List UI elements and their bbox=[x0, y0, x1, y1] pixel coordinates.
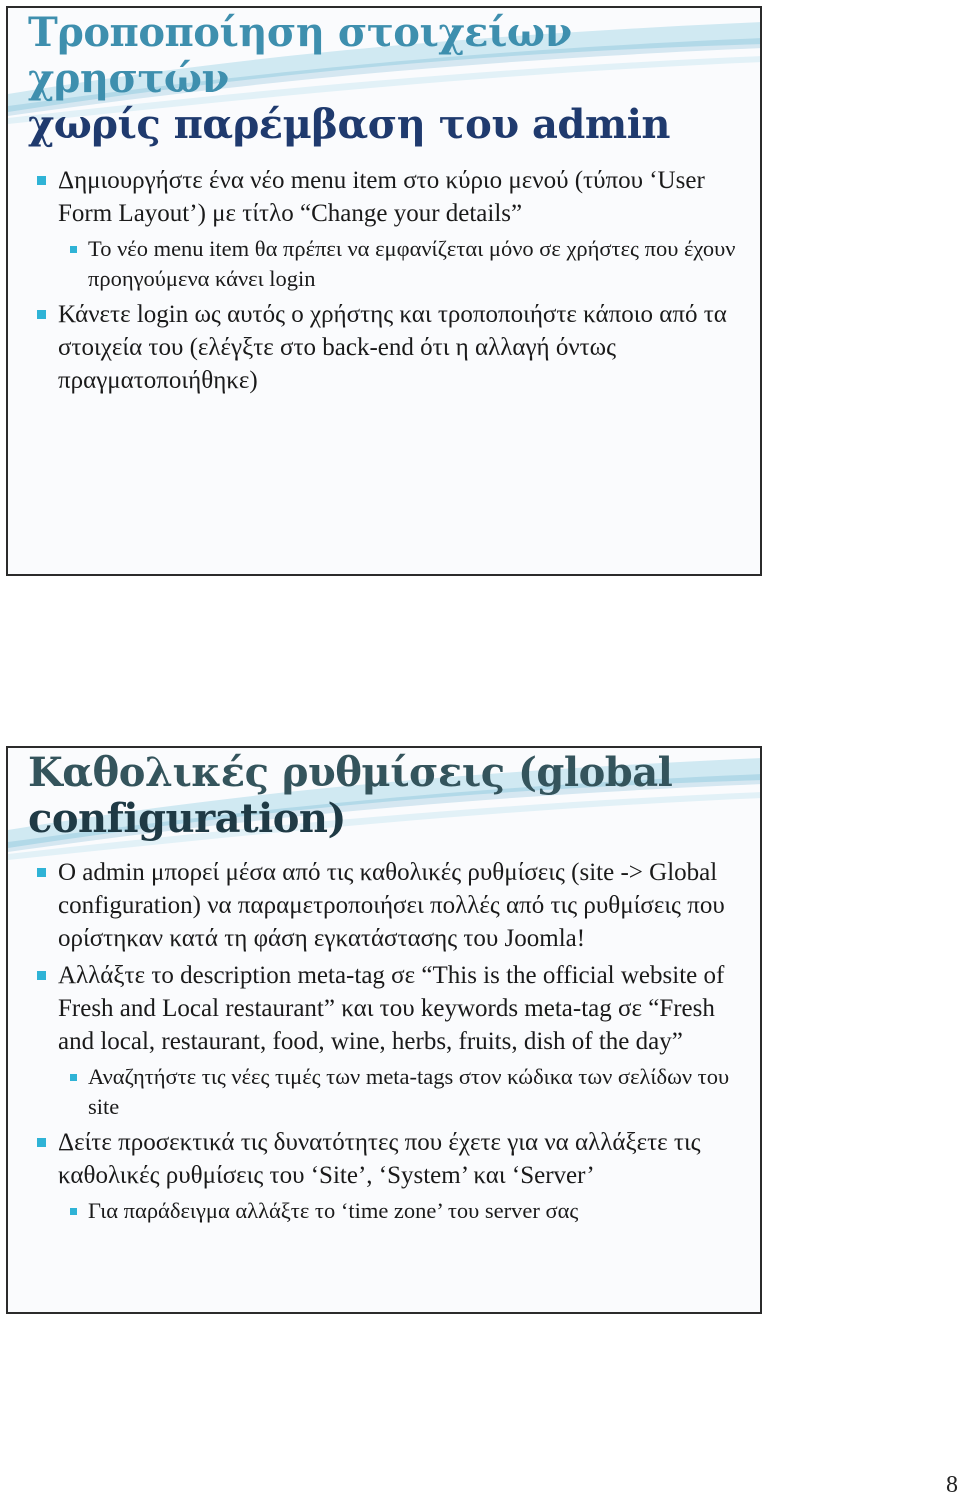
sub-bullet-item bbox=[8, 234, 760, 294]
bullet-item bbox=[8, 959, 760, 1058]
bullet-item bbox=[8, 1126, 760, 1192]
slide-1-title bbox=[8, 8, 760, 148]
bullet-item bbox=[8, 298, 760, 397]
slide-2-title-line-1: Καθολικές ρυθμίσεις (global bbox=[28, 749, 673, 796]
slide-2 bbox=[6, 746, 762, 1314]
slide-2-title bbox=[8, 748, 760, 842]
page-number: 8 bbox=[946, 1472, 958, 1498]
bullet-text: Δείτε προσεκτικά τις δυνατότητες που έχετε για να αλλάξετε τις καθολικές ρυθμίσεις του ‘Site’, ‘System’ και ‘Server’ bbox=[58, 1129, 701, 1189]
bullet-text: Δημιουργήστε ένα νέο menu item στο κύριο μενού (τύπου ‘User Form Layout’) με τίτλο “Change your details” bbox=[58, 167, 705, 227]
slide-2-bullet-list bbox=[8, 856, 760, 1226]
slide-2-title-line-2: configuration) bbox=[28, 795, 346, 842]
bullet-text: Αναζητήστε τις νέες τιμές των meta-tags στον κώδικα των σελίδων του site bbox=[88, 1064, 730, 1119]
square-bullet-icon bbox=[70, 246, 77, 253]
slide-1-bullet-list bbox=[8, 164, 760, 397]
bullet-text: Αλλάξτε το description meta-tag σε “This is the official website of Fresh and Local restaurant” και του keywords meta-tag σε “Fresh and local, restaurant, food, wine, herbs, fruits, dish of the day” bbox=[58, 962, 725, 1055]
square-bullet-icon bbox=[70, 1074, 77, 1081]
square-bullet-icon bbox=[37, 1138, 46, 1147]
slide-1-title-line-2: χωρίς παρέμβαση του admin bbox=[28, 101, 670, 148]
bullet-text: Κάνετε login ως αυτός ο χρήστης και τροποποιήστε κάποιο από τα στοιχεία του (ελέγξτε στο back-end ότι η αλλαγή όντως πραγματοποιήθηκε) bbox=[58, 301, 727, 394]
bullet-item bbox=[8, 164, 760, 230]
bullet-text: Το νέο menu item θα πρέπει να εμφανίζεται μόνο σε χρήστες που έχουν προηγούμενα κάνει login bbox=[88, 236, 736, 291]
slide-1 bbox=[6, 6, 762, 576]
bullet-item bbox=[8, 856, 760, 955]
slide-1-title-line-1: Τροποποίηση στοιχείων χρηστών bbox=[28, 9, 572, 102]
bullet-text: Ο admin μπορεί μέσα από τις καθολικές ρυθμίσεις (site -> Global configuration) να παραμετροποιήσει πολλές από τις ρυθμίσεις που ορίστηκαν κατά τη φάση εγκατάστασης του Joomla! bbox=[58, 859, 725, 952]
bullet-text: Για παράδειγμα αλλάξτε το ‘time zone’ του server σας bbox=[88, 1198, 579, 1223]
square-bullet-icon bbox=[37, 176, 46, 185]
sub-bullet-item bbox=[8, 1062, 760, 1122]
square-bullet-icon bbox=[70, 1208, 77, 1215]
square-bullet-icon bbox=[37, 971, 46, 980]
sub-bullet-item bbox=[8, 1196, 760, 1226]
square-bullet-icon bbox=[37, 310, 46, 319]
square-bullet-icon bbox=[37, 868, 46, 877]
